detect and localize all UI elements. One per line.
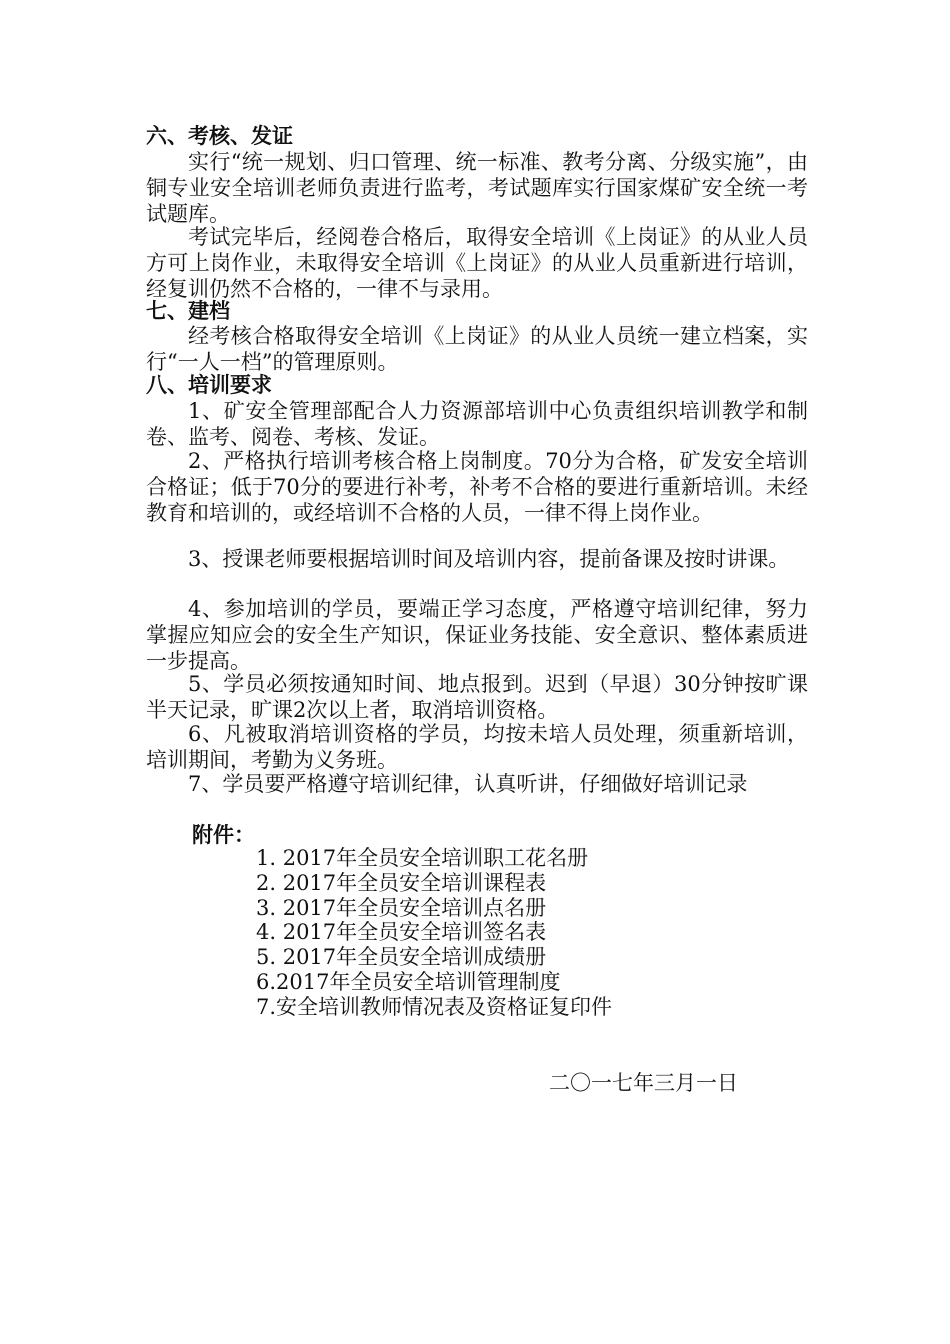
attachment-item-5: 5. 2017年全员安全培训成绩册 bbox=[256, 945, 547, 970]
attachment-item-7: 7.安全培训教师情况表及资格证复印件 bbox=[256, 994, 613, 1019]
attachment-item-1: 1. 2017年全员安全培训职工花名册 bbox=[256, 846, 589, 870]
attachment-item-6: 6.2017年全员安全培训管理制度 bbox=[256, 969, 561, 994]
section-8-heading: 八、培训要求 bbox=[146, 373, 272, 397]
attachments-title: 附件： bbox=[192, 823, 255, 847]
attachment-item-3: 3. 2017年全员安全培训点名册 bbox=[256, 895, 547, 920]
requirement-item-7: 7、学员要严格遵守培训纪律，认真听讲，仔细做好培训记录 bbox=[188, 772, 748, 796]
requirement-item-2: 2、严格执行培训考核合格上岗制度。70分为合格，矿发安全培训合格证；低于70分的要进行补考，补考不合格的要进行重新培训。未经教育和培训的，或经培训不合格的人员，一律不得上岗作业。 bbox=[146, 449, 808, 525]
requirement-item-4: 4、参加培训的学员，要端正学习态度，严格遵守培训纪律，努力掌握应知应会的安全生产知识，保证业务技能、安全意识、整体素质进一步提高。 bbox=[146, 597, 808, 673]
attachment-item-2: 2. 2017年全员安全培训课程表 bbox=[256, 870, 547, 895]
attachment-item-4: 4. 2017年全员安全培训签名表 bbox=[256, 920, 547, 945]
section-6-paragraph-1: 实行“统一规划、归口管理、统一标准、教考分离、分级实施”，由铜专业安全培训老师负责进行监考，考试题库实行国家煤矿安全统一考试题库。 bbox=[146, 150, 808, 226]
section-6-heading: 六、考核、发证 bbox=[146, 124, 293, 148]
document-date: 二〇一七年三月一日 bbox=[549, 1071, 738, 1095]
requirement-item-1: 1、矿安全管理部配合人力资源部培训中心负责组织培训教学和制卷、监考、阅卷、考核、发证。 bbox=[146, 399, 808, 449]
requirement-item-6: 6、凡被取消培训资格的学员，均按未培人员处理，须重新培训，培训期间，考勤为义务班。 bbox=[146, 722, 808, 772]
requirement-item-3: 3、授课老师要根据培训时间及培训内容，提前备课及按时讲课。 bbox=[188, 547, 790, 571]
attachments-list bbox=[256, 846, 816, 1020]
requirement-item-5: 5、学员必须按通知时间、地点报到。迟到（早退）30分钟按旷课半天记录，旷课2次以上者，取消培训资格。 bbox=[146, 672, 808, 722]
section-7-heading: 七、建档 bbox=[146, 299, 230, 323]
section-7-paragraph-1: 经考核合格取得安全培训《上岗证》的从业人员统一建立档案，实行“一人一档”的管理原则。 bbox=[146, 324, 808, 374]
section-6-paragraph-2: 考试完毕后，经阅卷合格后，取得安全培训《上岗证》的从业人员方可上岗作业，未取得安全培训《上岗证》的从业人员重新进行培训，经复训仍然不合格的，一律不与录用。 bbox=[146, 225, 808, 301]
